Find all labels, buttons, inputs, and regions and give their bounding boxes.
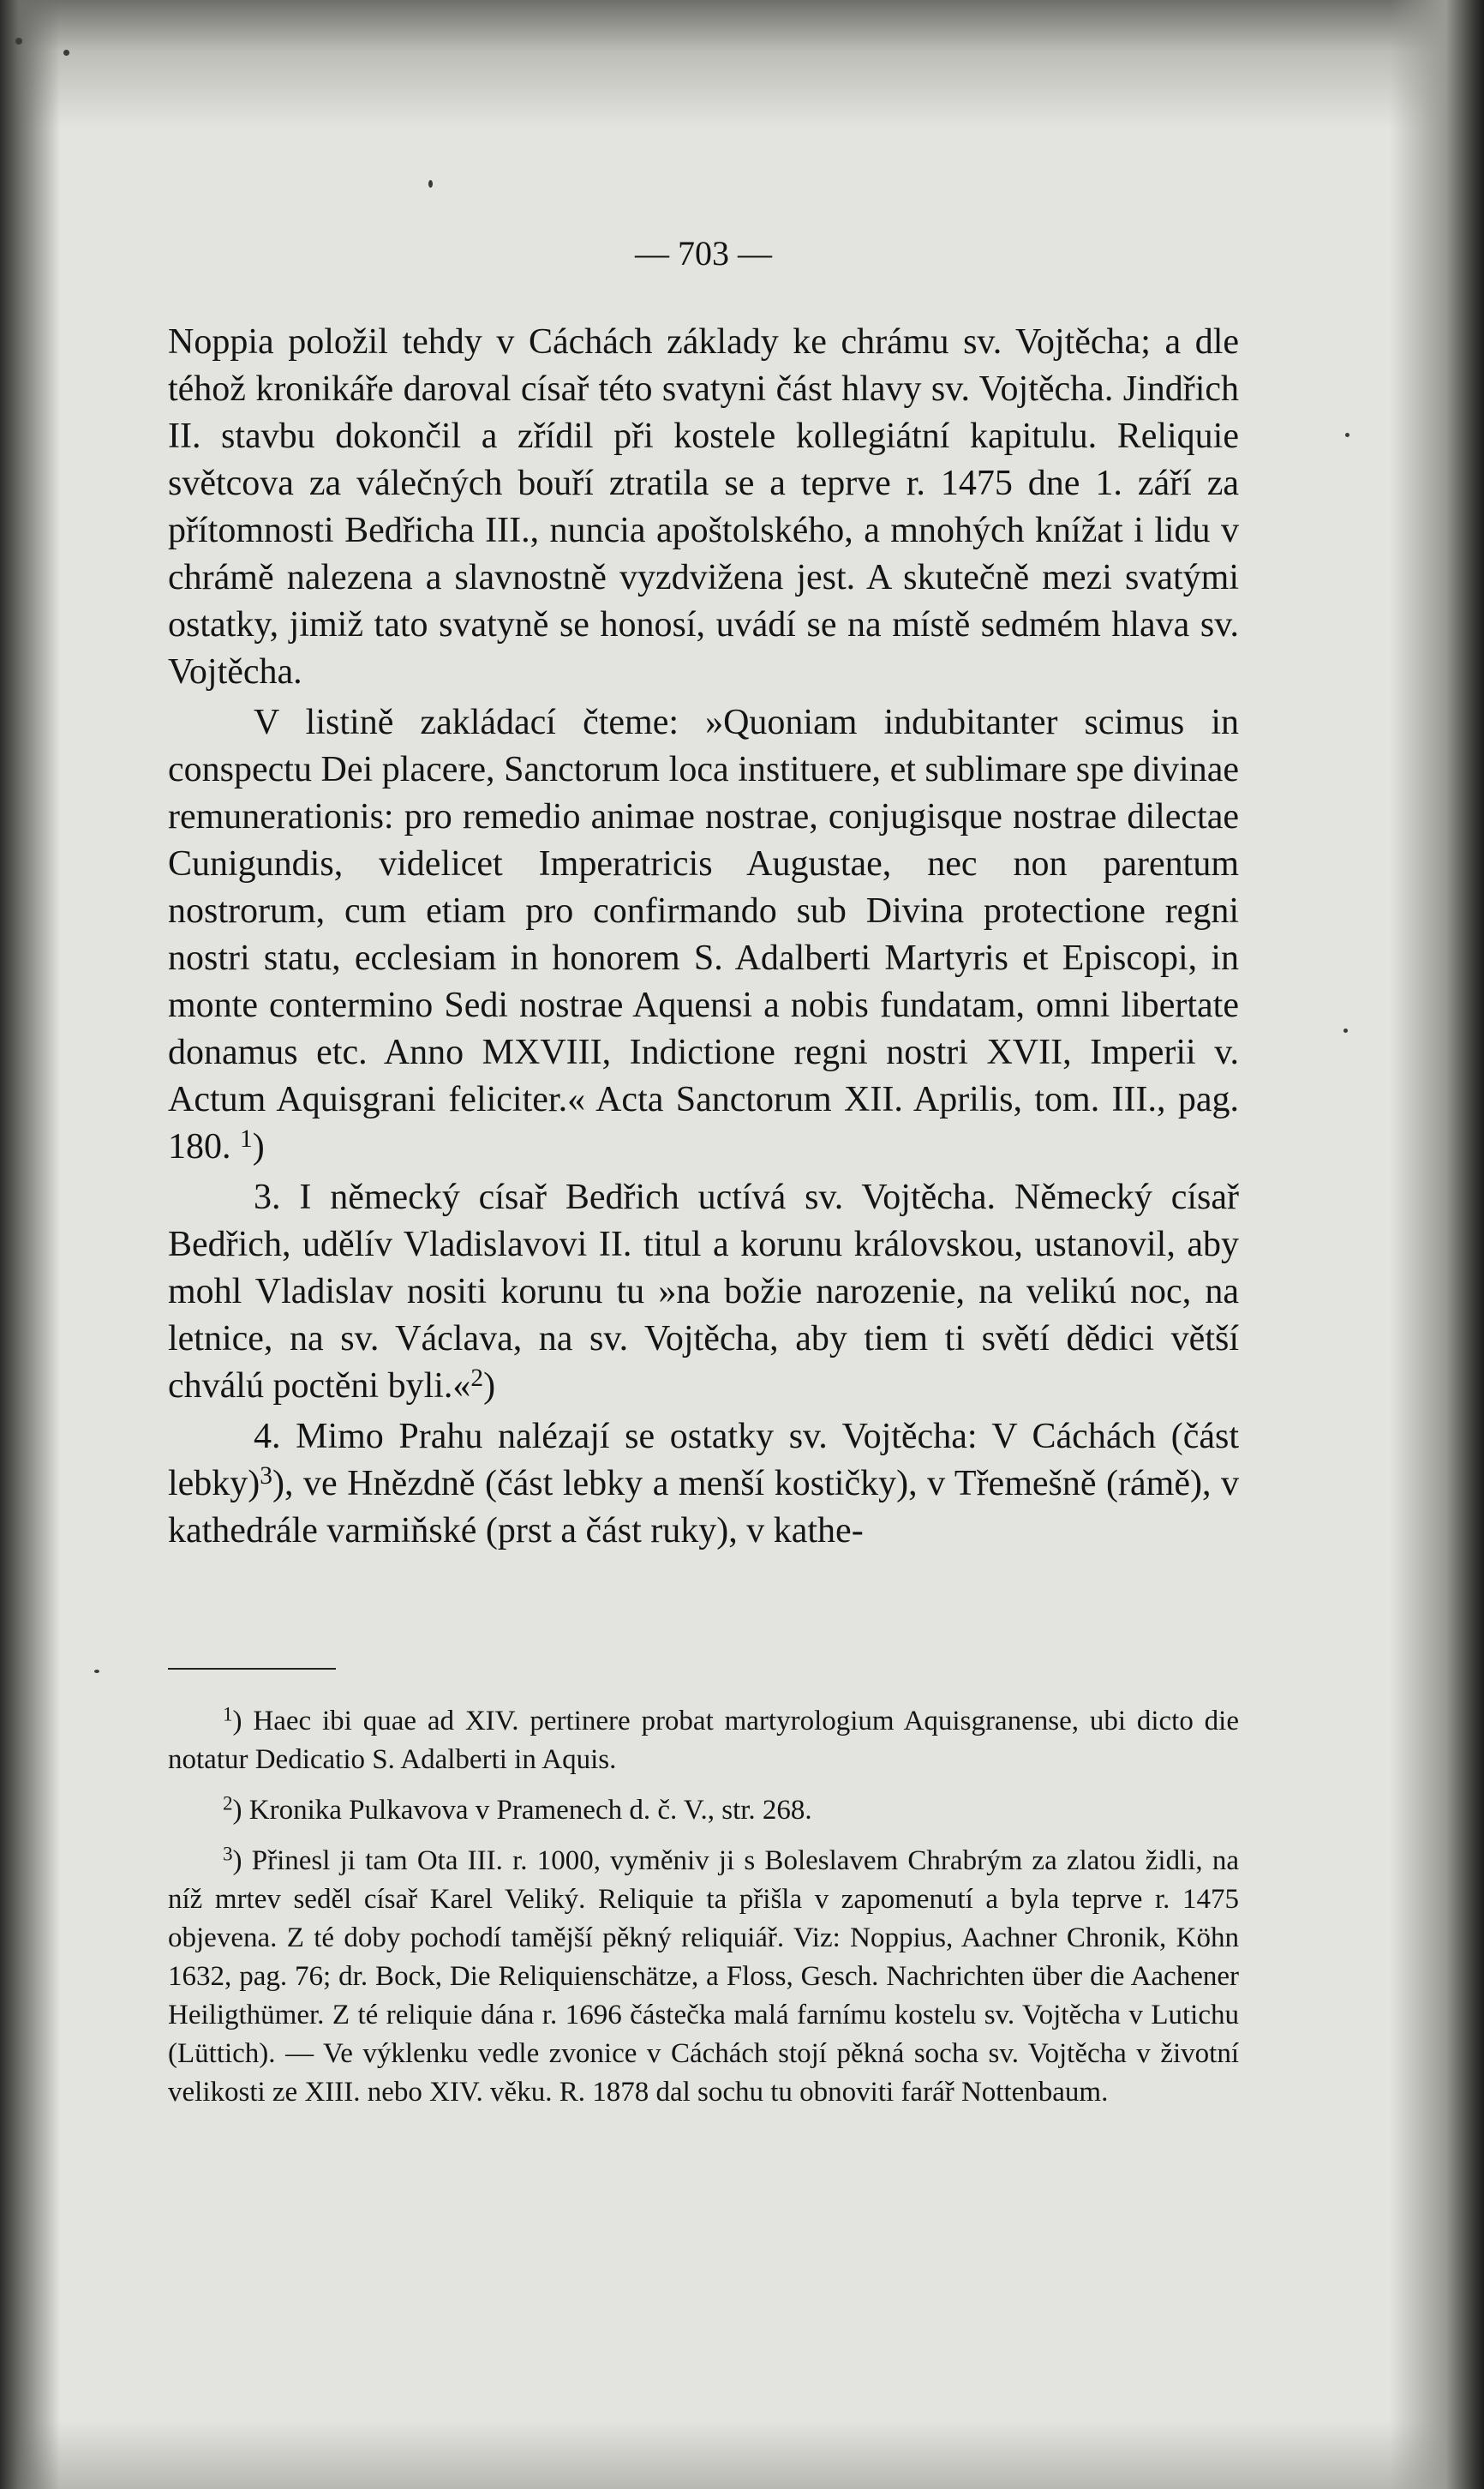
footnote-text: Haec ibi quae ad XIV. pertinere probat martyrologium Aquisgranense, ubi dicto die notatur Dedicatio S. Adalberti in Aquis. <box>168 1706 1239 1775</box>
scan-speck <box>428 180 433 188</box>
footnote-3: $^3$) Přinesl ji tam Ota III. r. 1000, vyměniv ji s Boleslavem Chrabrým za zlatou židli, na níž mrtev seděl císař Karel Veliký. Reliquie ta přišla v zapomenutí a byla teprve r. 1475 objevena. Z té doby pochodí tamější pěkný reliquiář. Viz: Noppius, Aachner Chronik, Köhn 1632, pag. 76; dr. Bock, Die Reliquienschätze, a Floss, Gesch. Nachrichten über die Aachener Heiligthümer. Z té reliquie dána r. 1696 částečka malá farnímu kostelu sv. Vojtěcha v Lutichu (Lüttich). — Ve výklenku vedle zvonice v Cáchách stojí pěkná socha sv. Vojtěcha v životní velikosti ze XIII. nebo XIV. věku. R. 1878 dal sochu tu obnoviti farář Nottenbaum. <box>168 1842 1240 2108</box>
scan-speck <box>1343 1029 1348 1033</box>
paragraph-text: , ve Hnězdně (část lebky a menší kostičky), v Třemešně (rámě), v kathedrále varmiňské (prst a část ruky), v kathe- <box>168 1464 1239 1550</box>
footnote-text: Přinesl ji tam Ota III. r. 1000, vyměniv ji s Boleslavem Chrabrým za zlatou židli, na níž mrtev seděl císař Karel Veliký. Reliquie ta přišla v zapomenutí a byla teprve r. 1475 objevena. Z té doby pochodí tamější pěkný reliquiář. Viz: Noppius, Aachner Chronik, Köhn 1632, pag. 76; dr. Bock, Die Reliquienschätze, a Floss, Gesch. Nachrichten über die Aachener Heiligthümer. Z té reliquie dána r. 1696 částečka malá farnímu kostelu sv. Vojtěcha v Lutichu (Lüttich). — Ve výklenku vedle zvonice v Cáchách stojí pěkná socha sv. Vojtěcha v životní velikosti ze XIII. nebo XIV. věku. R. 1878 dal sochu tu obnoviti farář Nottenbaum. <box>168 1845 1240 2108</box>
paragraph-text: V listině zakládací čteme: »Quoniam indubitanter scimus in conspectu Dei placere, Sanctorum loca instituere, et sublimare spe divinae remunerationis: pro remedio animae nostrae, conjugisque nostrae dilectae Cunigundis, videlicet Imperatricis Augustae, nec non parentum nostrorum, cum etiam pro confirmando sub Divina protectione regni nostri statu, ecclesiam in honorem S. Adalberti Martyris et Episcopi, in monte contermino Sedi nostrae Aquensi a nobis fundatam, omni libertate donamus etc. Anno MXVIII, Indictione regni nostri XVII, Imperii v. Actum Aquisgrani feliciter.« Acta Sanctorum XII. Aprilis, tom. III., pag. 180. <box>168 703 1239 1167</box>
footnote-marker: 3 <box>223 1842 233 1865</box>
footnote-marker: 2 <box>223 1791 233 1814</box>
paragraph-emperor-frederick: 3. I německý císař Bedřich uctívá sv. Vojtěcha. Německý císař Bedřich, udělív Vladislavovi II. titul a korunu královskou, ustanovil, aby mohl Vladislav nositi korunu tu »na božie narozenie, na velikú noc, na letnice, na sv. Václava, na sv. Vojtěcha, aby tiem ti světí dědici větší chválú poctěni byli.«$^2$) <box>168 1178 1239 1406</box>
paragraph-text: 3. I německý císař Bedřich uctívá sv. Vojtěcha. Německý císař Bedřich, udělív Vladislavovi II. titul a korunu královskou, ustanovil, aby mohl Vladislav nositi korunu tu »na božie narozenie, na velikú noc, na letnice, na sv. Václava, na sv. Vojtěcha, aby tiem ti světí dědici větší chválú poctěni byli.« <box>168 1178 1239 1406</box>
scan-speck <box>15 38 22 45</box>
footnote-ref: 2 <box>470 1364 484 1392</box>
paragraph-charter-quote: V listině zakládací čteme: »Quoniam indubitanter scimus in conspectu Dei placere, Sanctorum loca instituere, et sublimare spe divinae remunerationis: pro remedio animae nostrae, conjugisque nostrae dilectae Cunigundis, videlicet Imperatricis Augustae, nec non parentum nostrorum, cum etiam pro confirmando sub Divina protectione regni nostri statu, ecclesiam in honorem S. Adalberti Martyris et Episcopi, in monte contermino Sedi nostrae Aquensi a nobis fundatam, omni libertate donamus etc. Anno MXVIII, Indictione regni nostri XVII, Imperii v. Actum Aquisgrani feliciter.« Acta Sanctorum XII. Aprilis, tom. III., pag. 180. $^1$) <box>168 703 1239 1167</box>
footnote-ref: 3 <box>260 1461 272 1490</box>
footnotes <box>168 1702 1239 2124</box>
paragraph-text: 4. Mimo Prahu nalézají se ostatky sv. Vojtěcha: V Cáchách (část lebky) <box>168 1417 1239 1503</box>
footnote-ref: 1 <box>240 1125 253 1153</box>
page-number: — 703 — <box>635 234 772 273</box>
footnote-1: $^1$) Haec ibi quae ad XIV. pertinere probat martyrologium Aquisgranense, ubi dicto die notatur Dedicatio S. Adalberti in Aquis. <box>168 1702 1239 1775</box>
paragraph-aachen-foundation <box>168 319 1239 696</box>
footnote-divider <box>168 1668 336 1670</box>
paragraph-relics-locations: 4. Mimo Prahu nalézají se ostatky sv. Vojtěcha: V Cáchách (část lebky)$^3$), ve Hnězdně (část lebky a menší kostičky), v Třemešně (rámě), v kathedrále varmiňské (prst a část ruky), v kathe- <box>168 1417 1239 1550</box>
scan-speck <box>1345 433 1349 437</box>
footnote-marker: 1 <box>223 1702 233 1725</box>
scan-speck <box>63 50 69 56</box>
paragraph-text: Noppia položil tehdy v Cáchách základy ke chrámu sv. Vojtěcha; a dle téhož kronikáře daroval císař této svatyni část hlavy sv. Vojtěcha. Jindřich II. stavbu dokončil a zřídil při kostele kollegiátní kapitulu. Reliquie světcova za válečných bouří ztratila se a teprve r. 1475 dne 1. září za přítomnosti Bedřicha III., nuncia apoštolského, a mnohých knížat i lidu v chrámě nalezena a slavnostně vyzdvižena jest. A skutečně mezi svatými ostatky, jimiž tato svatyně se honosí, uvádí se na místě sedmém hlava sv. Vojtěcha. <box>168 322 1239 692</box>
body-text <box>168 319 1239 1555</box>
footnote-text: Kronika Pulkavova v Pramenech d. č. V., str. 268. <box>248 1795 812 1826</box>
scan-speck <box>94 1670 99 1673</box>
footnote-2: $^2$) Kronika Pulkavova v Pramenech d. č. V., str. 268. <box>223 1791 812 1826</box>
